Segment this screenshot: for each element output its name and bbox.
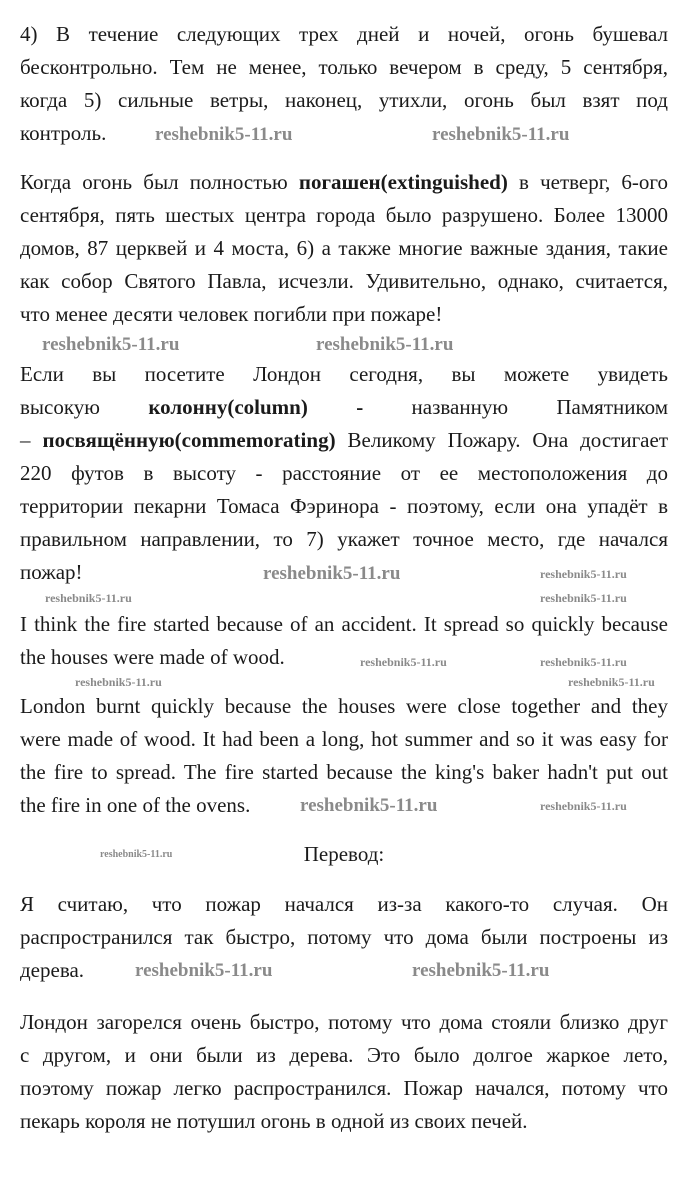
text-line: Я считаю, что пожар начался из-за какого-то случая. Он [20,892,668,916]
watermark: reshebnik5-11.ru [540,567,627,581]
text-line: 220 футов в высоту - расстояние от ее местоположения до [20,461,668,485]
watermark: reshebnik5-11.ru [155,124,293,145]
watermark: reshebnik5-11.ru [540,655,627,669]
text-segment: Когда огонь был полностью [20,170,299,194]
text-line [20,166,668,199]
text-line: the fire to spread. The fire started because the king's baker hadn't put out [20,760,668,784]
text-line: were made of wood. It had been a long, hot summer and so it was easy for [20,727,668,751]
watermark: reshebnik5-11.ru [360,655,447,669]
watermark: reshebnik5-11.ru [42,334,180,355]
text-line: дерева. [20,958,85,982]
text-line: распространился так быстро, потому что дома были построены из [20,925,668,949]
paragraph-fire-spread [20,18,668,150]
text-line [20,391,668,424]
text-line: бесконтрольно. Тем не менее, только вечером в среду, 5 сентября, [20,55,668,79]
bold-term: колонну(column) - [148,395,364,419]
paragraph-fire-extinguished [20,166,668,331]
text-line [20,424,668,457]
text-line: домов, 87 церквей и 4 моста, 6) а также многие важные здания, такие [20,236,668,260]
text-line: 4) В течение следующих трех дней и ночей, огонь бушевал [20,22,668,46]
text-segment: – [20,428,43,452]
watermark: reshebnik5-11.ru [75,675,162,689]
watermark: reshebnik5-11.ru [45,591,132,605]
text-line: the houses were made of wood. [20,645,285,669]
text-line: когда 5) сильные ветры, наконец, утихли, огонь был взят под [20,88,668,112]
text-line: the fire in one of the ovens. [20,793,251,817]
watermark: reshebnik5-11.ru [540,591,627,605]
text-line: территории пекарни Томаса Фэринора - поэтому, если она упадёт в [20,494,668,518]
text-line: контроль. [20,121,107,145]
text-segment: высокую [20,395,149,419]
text-line: поэтому пожар легко распространился. Пожар начался, потому что [20,1076,668,1100]
watermark: reshebnik5-11.ru [135,960,273,981]
text-line: пожар! [20,560,83,584]
text-segment: Великому Пожару. Она достигает [335,428,669,452]
text-line: London burnt quickly because the houses were close together and they [20,694,668,718]
text-line: Лондон загорелся очень быстро, потому что дома стояли близко друг [20,1010,668,1034]
text-line: как собор Святого Павла, исчезли. Удивительно, однако, считается, [20,269,668,293]
watermark: reshebnik5-11.ru [263,563,401,584]
watermark: reshebnik5-11.ru [300,795,438,816]
watermark: reshebnik5-11.ru [568,675,655,689]
text-line: Перевод: [303,842,385,866]
text-line: сентября, пять шестых центра города было разрушено. Более 13000 [20,203,668,227]
text-line: I think the fire started because of an accident. It spread so quickly because [20,612,668,636]
paragraph-monument [20,358,668,589]
text-line: правильном направлении, то 7) укажет точное место, где начался [20,527,668,551]
text-segment: названную Памятником [363,395,668,419]
watermark: reshebnik5-11.ru [540,799,627,813]
text-segment: в четверг, 6-ого [507,170,668,194]
text-line: что менее десяти человек погибли при пожаре! [20,302,443,326]
bold-term: погашен(extinguished) [298,170,508,194]
watermark: reshebnik5-11.ru [412,960,550,981]
watermark: reshebnik5-11.ru [316,334,454,355]
paragraph-translation-2 [20,1006,668,1138]
text-line: Если вы посетите Лондон сегодня, вы можете увидеть [20,362,668,386]
text-line: пекарь короля не потушил огонь в одной из своих печей. [20,1109,528,1133]
bold-term: посвящённую(commemorating) [42,428,336,452]
watermark: reshebnik5-11.ru [100,849,173,860]
watermark: reshebnik5-11.ru [432,124,570,145]
text-line: с другом, и они были из дерева. Это было долгое жаркое лето, [20,1043,668,1067]
paragraph-translation-1 [20,888,668,987]
